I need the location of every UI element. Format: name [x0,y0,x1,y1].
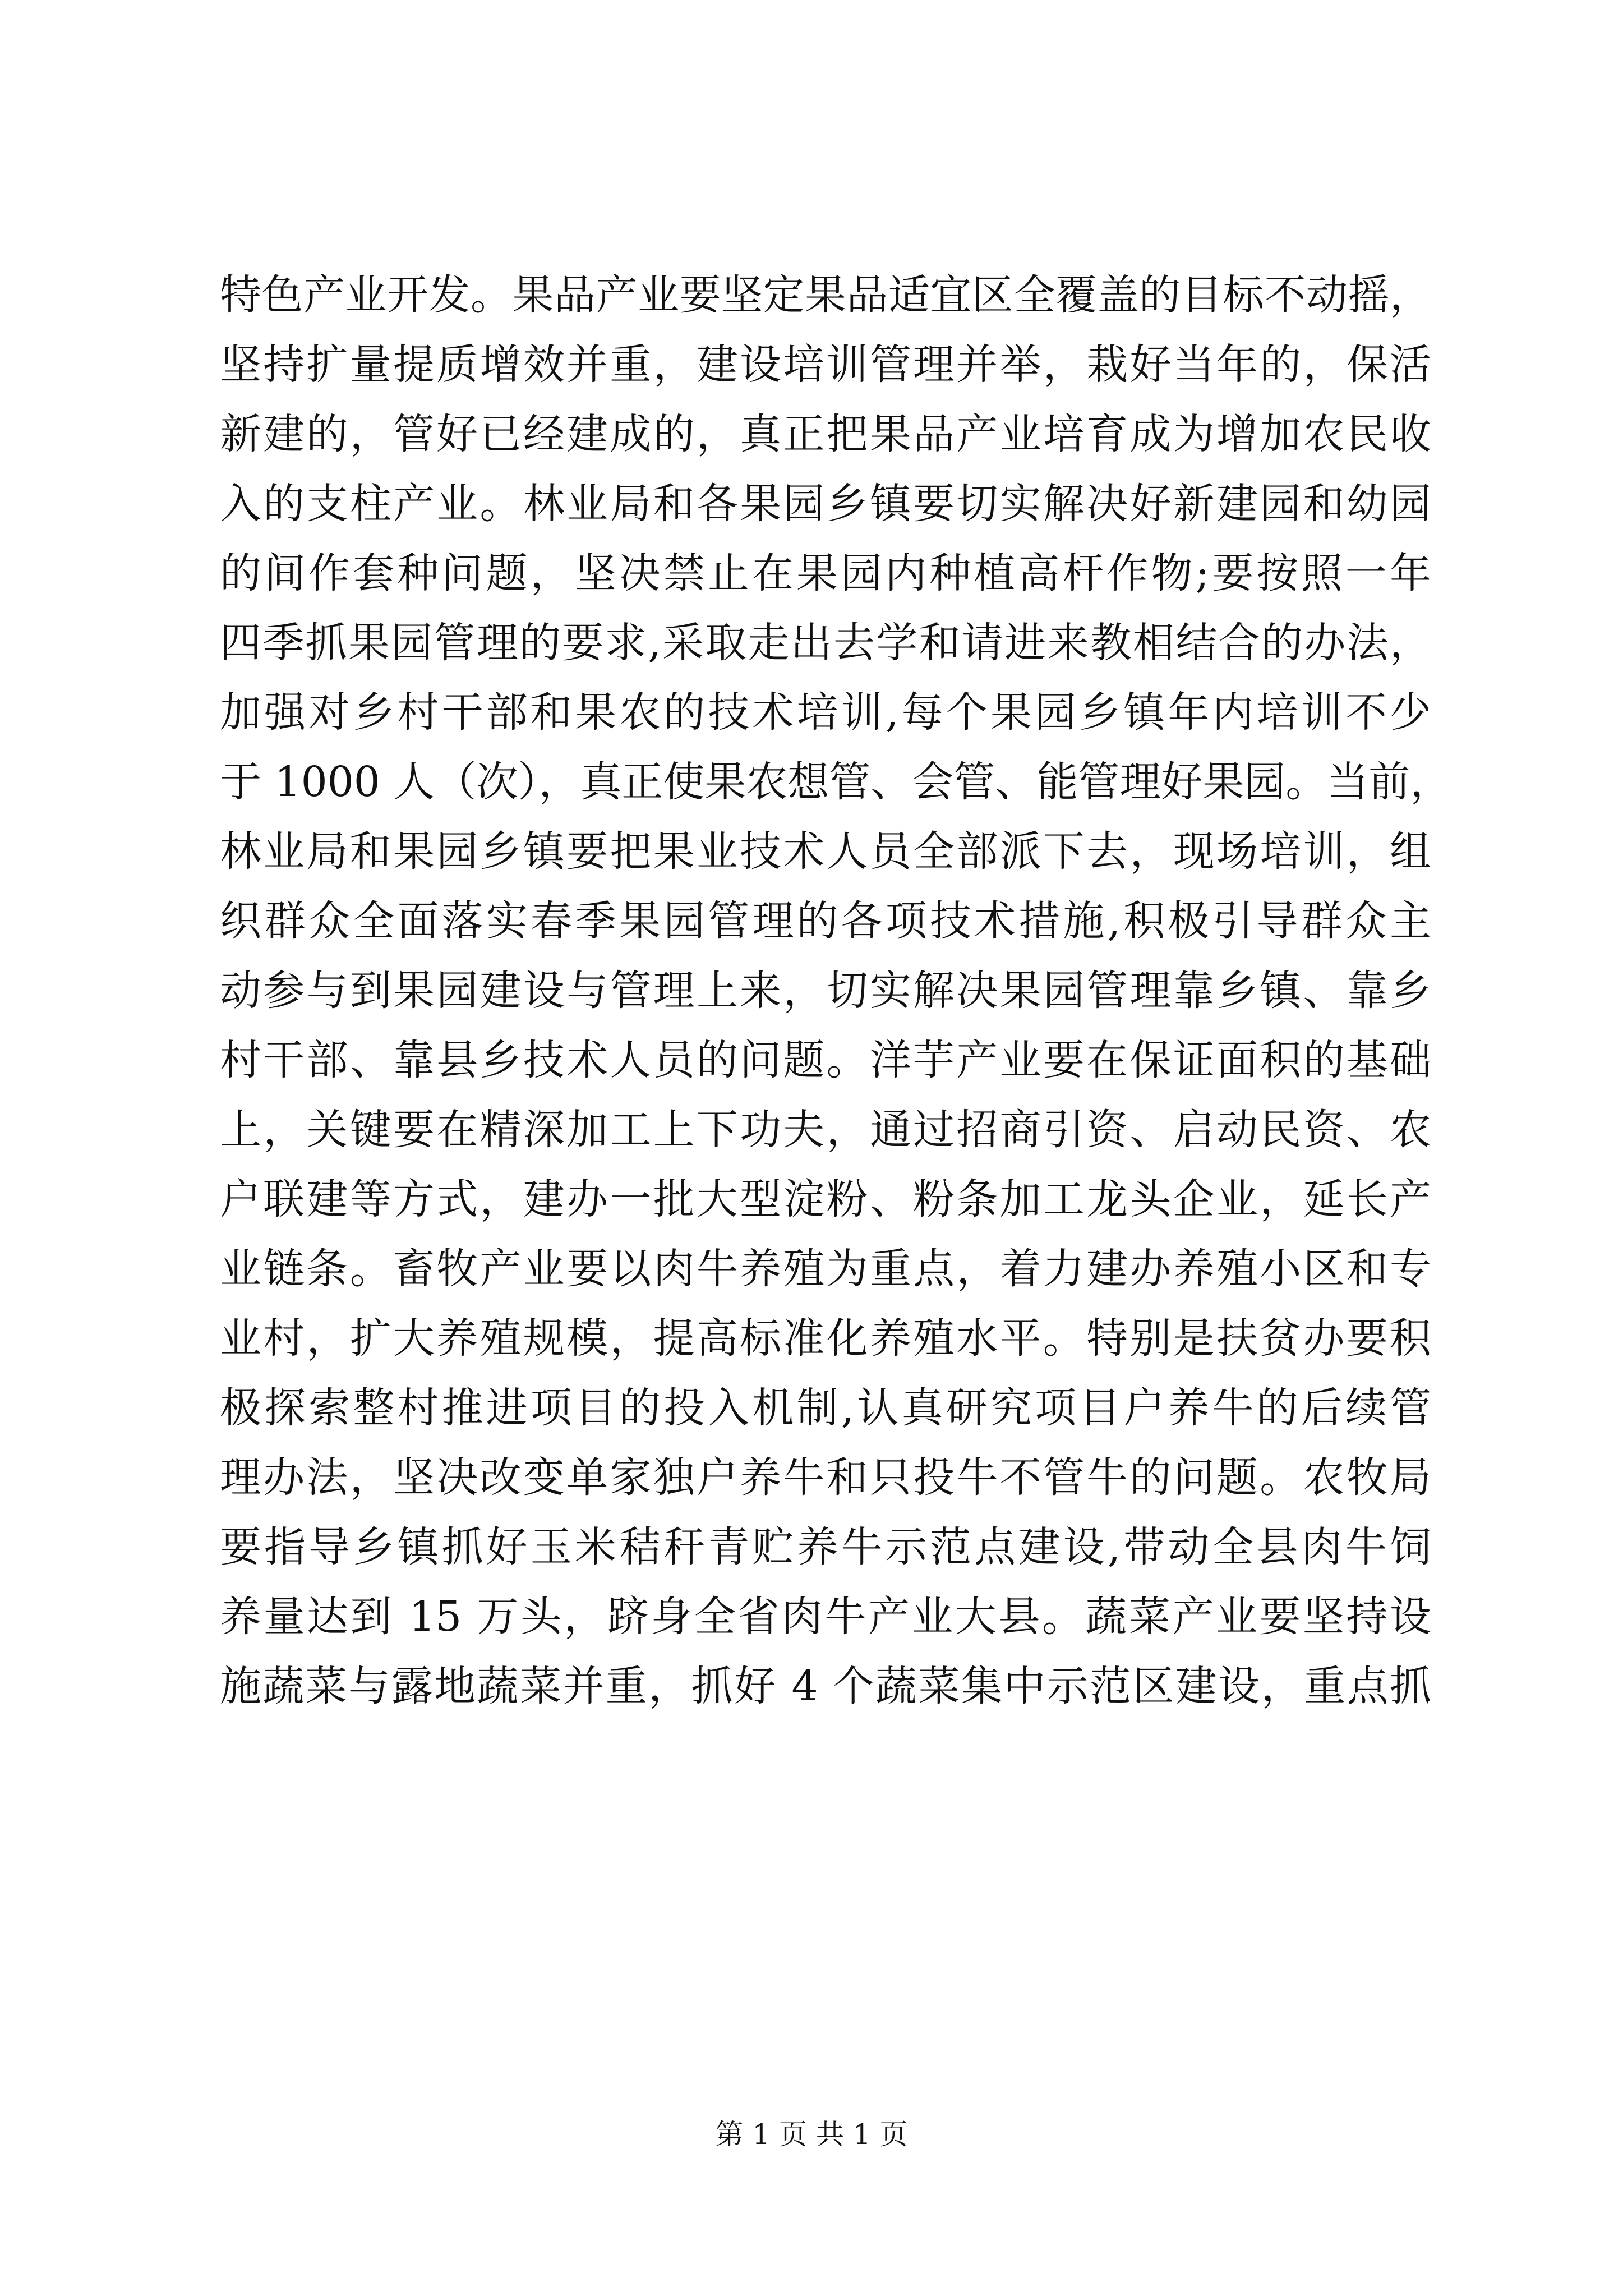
body-paragraph [220,260,1452,1721]
text-line: 的间作套种问题，坚决禁止在果园内种植高杆作物;要按照一年 [220,549,1431,597]
text-line: 新建的，管好已经建成的，真正把果品产业培育成为增加农民收 [220,410,1431,458]
text-line: 村干部、靠县乡技术人员的问题。洋芋产业要在保证面积的基础 [220,1036,1431,1084]
text-line: 织群众全面落实春季果园管理的各项技术措施,积极引导群众主 [220,897,1431,945]
page-number-label: 第 1 页 共 1 页 [715,2118,908,2151]
text-line: 上，关键要在精深加工上下功夫，通过招商引资、启动民资、农 [220,1106,1431,1154]
text-line: 动参与到果园建设与管理上来，切实解决果园管理靠乡镇、靠乡 [220,967,1431,1015]
text-line: 入的支柱产业。林业局和各果园乡镇要切实解决好新建园和幼园 [220,480,1431,528]
text-line: 极探索整村推进项目的投入机制,认真研究项目户养牛的后续管 [220,1384,1431,1432]
text-line: 养量达到 15 万头，跻身全省肉牛产业大县。蔬菜产业要坚持设 [220,1593,1431,1641]
text-line: 特色产业开发。果品产业要坚定果品适宜区全覆盖的目标不动摇， [220,271,1431,319]
text-line: 于 1000 人（次），真正使果农想管、会管、能管理好果园。当前， [220,758,1452,806]
text-line: 林业局和果园乡镇要把果业技术人员全部派下去，现场培训，组 [220,827,1431,876]
page-footer [0,2115,1623,2154]
text-line: 施蔬菜与露地蔬菜并重，抓好 4 个蔬菜集中示范区建设，重点抓 [220,1662,1431,1710]
text-line: 理办法，坚决改变单家独户养牛和只投牛不管牛的问题。农牧局 [220,1453,1431,1502]
text-line: 加强对乡村干部和果农的技术培训,每个果园乡镇年内培训不少 [220,688,1431,737]
text-line: 业链条。畜牧产业要以肉牛养殖为重点，着力建办养殖小区和专 [220,1245,1431,1293]
text-line: 户联建等方式，建办一批大型淀粉、粉条加工龙头企业，延长产 [220,1175,1431,1223]
text-line: 业村，扩大养殖规模，提高标准化养殖水平。特别是扶贫办要积 [220,1314,1431,1363]
text-line: 四季抓果园管理的要求,采取走出去学和请进来教相结合的办法， [220,619,1431,667]
text-line: 要指导乡镇抓好玉米秸秆青贮养牛示范点建设,带动全县肉牛饲 [220,1523,1431,1571]
text-line: 坚持扩量提质增效并重，建设培训管理并举，栽好当年的，保活 [220,341,1431,389]
